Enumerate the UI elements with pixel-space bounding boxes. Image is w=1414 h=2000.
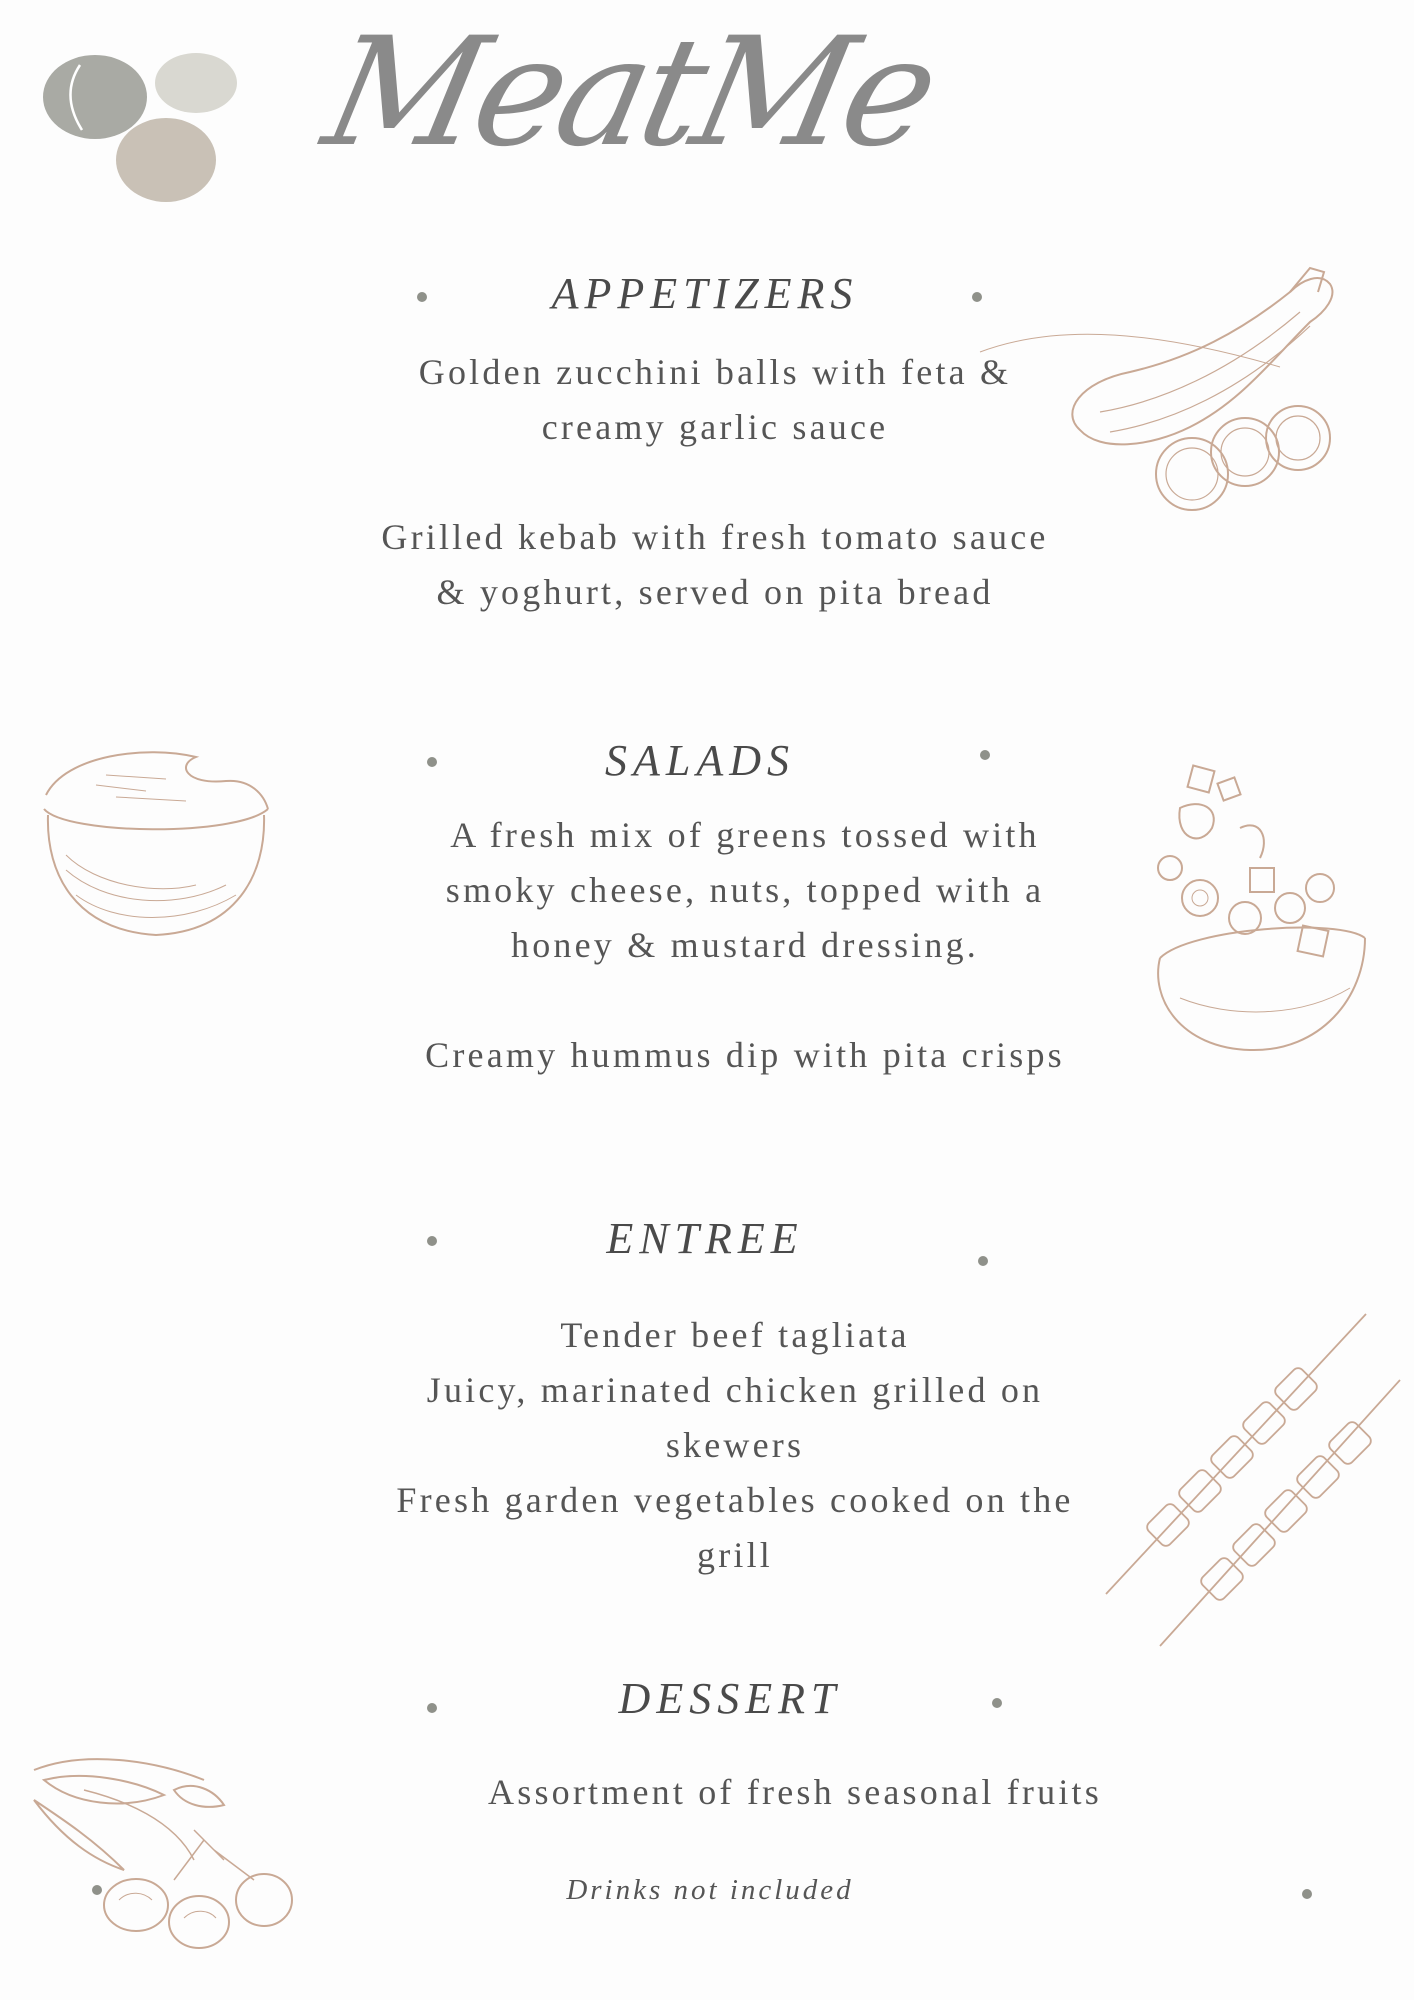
menu-item-line: honey & mustard dressing. [511,925,979,965]
dip-bowl-icon [36,735,286,945]
menu-item [300,510,1130,620]
stones-logo-icon [40,45,240,215]
menu-item-line: skewers [665,1425,805,1465]
menu-item [320,1308,1150,1363]
menu-item-line: & yoghurt, served on pita bread [436,572,994,612]
menu-item-line: creamy garlic sauce [541,407,889,447]
menu-item-line: Creamy hummus dip with pita crisps [425,1035,1065,1075]
section-heading-salads: SALADS [605,736,795,785]
section-heading-dessert: DESSERT [618,1674,842,1723]
dot [417,292,427,302]
dot [980,750,990,760]
menu-item-line: Juicy, marinated chicken grilled on [426,1370,1044,1410]
footnote: Drinks not included [566,1874,854,1906]
dot [427,757,437,767]
dot [992,1698,1002,1708]
olive-branch-icon [24,1750,304,1950]
section-heading-appetizers: APPETIZERS [551,269,859,318]
menu-item-line: grill [697,1535,773,1575]
menu-item-line: Tender beef tagliata [560,1315,910,1355]
dot [978,1256,988,1266]
menu-item-line: A fresh mix of greens tossed with [450,815,1040,855]
skewers-icon [1100,1310,1400,1650]
dot [1302,1889,1312,1899]
menu-item [320,1473,1150,1583]
dot [972,292,982,302]
section-heading-entree: ENTREE [606,1214,804,1263]
brand-title: MeatMe [311,6,947,180]
menu-item-line: Assortment of fresh seasonal fruits [488,1772,1102,1812]
stone-1 [43,55,147,139]
menu-item-line: smoky cheese, nuts, topped with a [445,870,1045,910]
menu-item-line: Fresh garden vegetables cooked on the [396,1480,1074,1520]
dot [427,1703,437,1713]
menu-item [380,1765,1210,1820]
menu-item [300,345,1130,455]
stone-3 [116,118,216,202]
salad-bowl-icon [1150,768,1380,1058]
dot [427,1236,437,1246]
stone-2 [155,53,237,113]
menu-item-line: Grilled kebab with fresh tomato sauce [381,517,1049,557]
menu-item [320,1363,1150,1473]
menu-item-line: Golden zucchini balls with feta & [418,352,1012,392]
zucchini-icon [1040,262,1380,522]
menu-item [330,808,1160,973]
menu-item [330,1028,1160,1083]
